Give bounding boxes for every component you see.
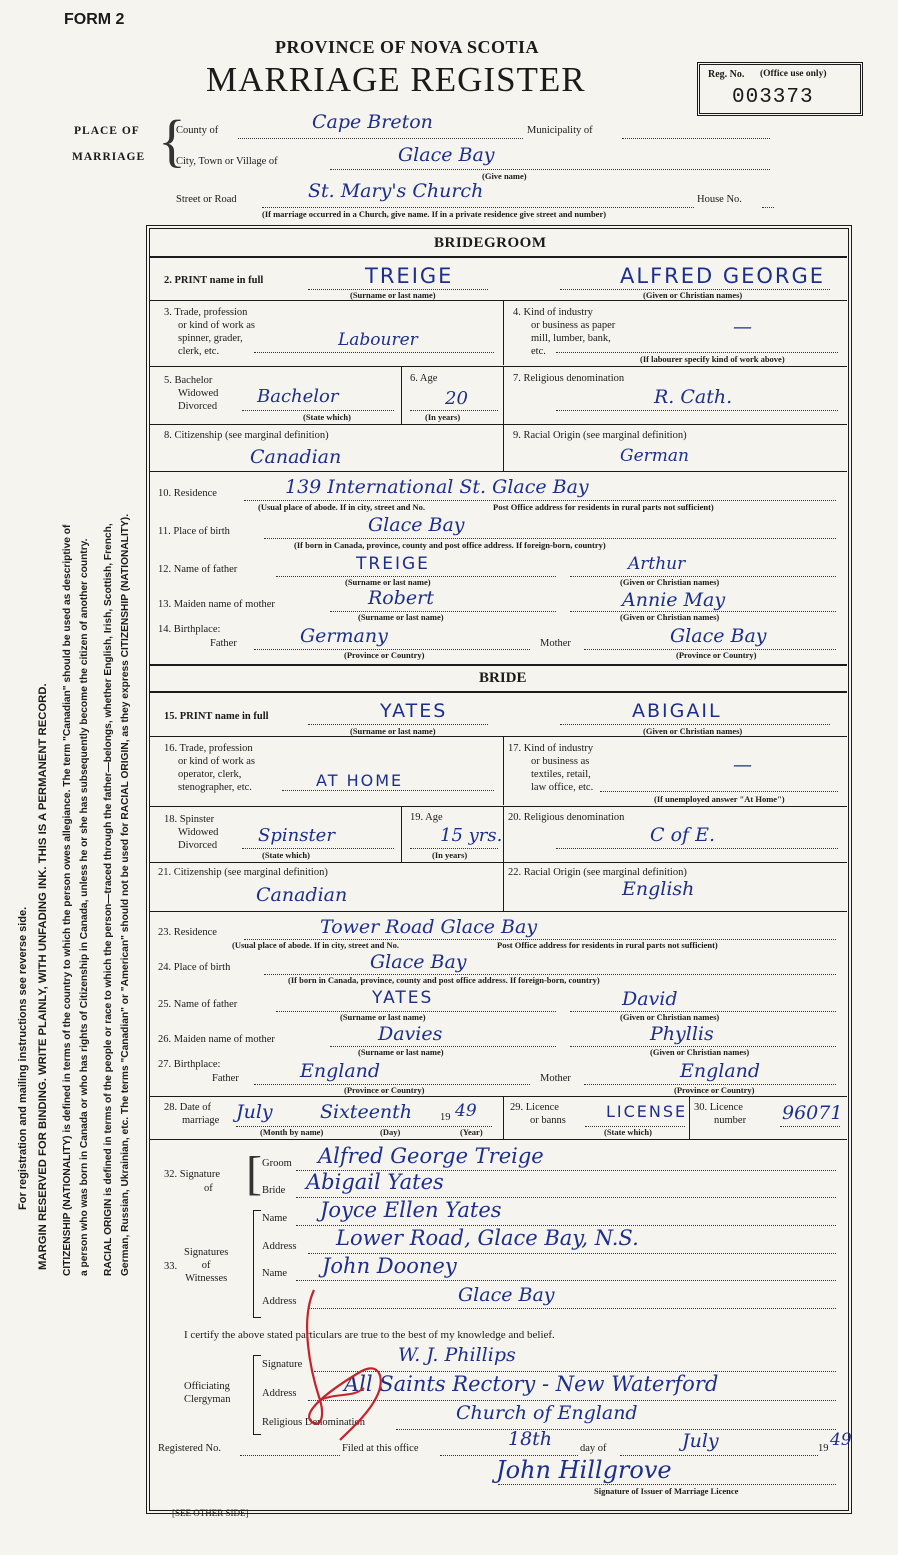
groom-citizenship-label: 8. Citizenship (see marginal definition) [164, 430, 329, 441]
place-note: (If marriage occurred in a Church, give name. If in a private residence give street and number) [262, 209, 607, 219]
f3-line4: clerk, etc. [178, 346, 220, 357]
licence-no-line [780, 1126, 840, 1127]
bride-citizenship[interactable]: Canadian [256, 884, 348, 906]
divider [253, 1355, 261, 1356]
f28-line2: marriage [182, 1115, 220, 1126]
divider [503, 737, 504, 805]
witness-label [184, 1246, 228, 1285]
marriage-day[interactable]: Sixteenth [320, 1101, 413, 1123]
groom-state-which: (State which) [303, 412, 351, 422]
certify-text: I certify the above stated particulars are true to the best of my knowledge and belief. [184, 1329, 555, 1341]
bride-bp-label: 27. Birthplace: [158, 1059, 221, 1070]
bride-birth-note: (If born in Canada, province, county and post office address. If foreign-born, country) [288, 975, 600, 985]
groom-father-given[interactable]: Arthur [628, 554, 686, 574]
bride-father-surname[interactable]: YATES [372, 988, 434, 1008]
marriage-year-suffix: 49 [455, 1101, 477, 1121]
cler-denom-word: Religious Denomination [262, 1417, 365, 1428]
divider [253, 1434, 261, 1435]
groom-industry-line [556, 352, 838, 353]
bride-father-surname-note: (Surname or last name) [340, 1012, 426, 1022]
f15-label: 15. PRINT name in full [164, 711, 269, 722]
groom-birth-note: (If born in Canada, province, county and post office address. If foreign-born, country) [294, 540, 606, 550]
groom-trade-label [164, 306, 255, 358]
divider [689, 1097, 690, 1139]
filed-year[interactable]: 49 [830, 1430, 852, 1450]
divider [150, 366, 847, 367]
divider [253, 1210, 261, 1211]
clergy-signature[interactable]: W. J. Phillips [398, 1344, 516, 1366]
f32-line2: of [204, 1183, 213, 1194]
divider [150, 300, 847, 301]
groom-citizenship[interactable]: Canadian [250, 446, 342, 468]
house-line [762, 207, 774, 208]
house-label: House No. [697, 194, 742, 205]
city-line [330, 169, 770, 170]
street-line [262, 207, 694, 208]
cler-denom-line [396, 1429, 836, 1430]
bride-status-label [164, 813, 218, 852]
groom-residence-label: 10. Residence [158, 488, 217, 499]
bride-industry-line [600, 791, 838, 792]
bride-in-years: (In years) [432, 850, 468, 860]
divider [150, 862, 847, 863]
groom-industry-note: (If labourer specify kind of work above) [640, 354, 785, 364]
groom-religion-line [556, 410, 838, 411]
bride-given[interactable]: ABIGAIL [632, 700, 722, 722]
divider [401, 367, 402, 424]
groom-heading: BRIDEGROOM [434, 235, 547, 251]
bride-trade-label [164, 742, 255, 794]
f3-line1: 3. Trade, profession [164, 307, 248, 318]
bride-father-label: 25. Name of father [158, 999, 238, 1010]
witness-number: 33. [164, 1261, 178, 1272]
bride-surname-note: (Surname or last name) [350, 726, 436, 736]
groom-age-line [410, 410, 498, 411]
city-label: City, Town or Village of [176, 156, 278, 167]
divider [150, 664, 847, 666]
groom-surname[interactable]: TREIGE [365, 264, 454, 288]
groom-bp-label: 14. Birthplace: [158, 624, 221, 635]
bride-surname[interactable]: YATES [380, 700, 448, 722]
bride-mother-given[interactable]: Phyllis [650, 1023, 714, 1045]
groom-father-given-note: (Given or Christian names) [620, 577, 720, 587]
filed-month[interactable]: July [682, 1430, 719, 1452]
bride-industry[interactable]: — [733, 754, 752, 776]
f17-line4: law office, etc. [531, 782, 594, 793]
margin-text-6: German, Russian, Ukrainian, etc. The terms "Canadian" or "American" should not be used for RACIAL ORIGIN, as they express CITIZENSHIP (NATIONALITY). [120, 513, 131, 1276]
day-of-label: day of [580, 1443, 607, 1454]
filed-day[interactable]: 18th [508, 1428, 553, 1450]
divider [503, 425, 504, 471]
bride-mother-surname-note: (Surname or last name) [358, 1047, 444, 1057]
groom-industry-label [513, 306, 615, 358]
bride-religion-line [556, 848, 838, 849]
licence-no-label [694, 1101, 746, 1127]
bride-father-given-note: (Given or Christian names) [620, 1012, 720, 1022]
sig-bracket-icon: [ [246, 1147, 262, 1200]
w2-name[interactable]: John Dooney [322, 1254, 457, 1278]
reg-no-box [697, 62, 863, 116]
street-value[interactable]: St. Mary's Church [308, 180, 484, 202]
marriage-month-note: (Month by name) [260, 1127, 324, 1137]
see-other-side: [SEE OTHER SIDE] [172, 1508, 249, 1518]
groom-father-surname-note: (Surname or last name) [345, 577, 431, 587]
f29-line2: or banns [530, 1115, 566, 1126]
groom-father-surname[interactable]: TREIGE [356, 554, 430, 574]
bride-age-label: 19. Age [410, 812, 443, 823]
bride-sig-word: Bride [262, 1185, 286, 1196]
groom-mother-label: 13. Maiden name of mother [158, 599, 275, 610]
registered-no-label: Registered No. [158, 1443, 221, 1454]
groom-birth-label: 11. Place of birth [158, 526, 230, 537]
f4-line3: mill, lumber, bank, [531, 333, 611, 344]
divider [503, 863, 504, 911]
marriage-year-prefix: 19 [440, 1112, 451, 1123]
issuer-line [498, 1484, 836, 1485]
marriage-day-note: (Day) [380, 1127, 401, 1137]
clergy-address[interactable]: All Saints Rectory - New Waterford [344, 1372, 719, 1396]
bride-residence[interactable]: Tower Road Glace Bay [320, 916, 538, 938]
divider [150, 424, 847, 425]
bride-residence-note-a: (Usual place of abode. If in city, street and No. [232, 940, 400, 950]
city-value[interactable]: Glace Bay [398, 144, 495, 166]
f17-line1: 17. Kind of industry [508, 743, 594, 754]
groom-residence-note-a: (Usual place of abode. If in city, street and No. [258, 502, 426, 512]
f3-line3: spinner, grader, [178, 333, 243, 344]
groom-status-label [164, 374, 218, 413]
county-label: County of [176, 125, 219, 136]
f29-line1: 29. Licence [510, 1102, 559, 1113]
filed-year-prefix: 19 [818, 1443, 829, 1454]
witness-line3: Witnesses [185, 1273, 228, 1284]
bride-religion[interactable]: C of E. [650, 824, 715, 846]
clergy-line1: Officiating [184, 1381, 230, 1392]
f4-line2: or business as paper [531, 320, 616, 331]
groom-age-label: 6. Age [410, 373, 438, 384]
divider [253, 1210, 254, 1318]
divider [150, 256, 847, 258]
groom-birth-line [264, 538, 836, 539]
f4-line1: 4. Kind of industry [513, 307, 593, 318]
w2-address-word: Address [262, 1296, 297, 1307]
municipality-line [622, 138, 770, 139]
bride-industry-note: (If unemployed answer "At Home") [654, 794, 785, 804]
groom-status[interactable]: Bachelor [257, 386, 339, 407]
f17-line2: or business as [531, 756, 590, 767]
groom-mother-surname[interactable]: Robert [368, 587, 434, 609]
groom-father-label: 12. Name of father [158, 564, 238, 575]
groom-mother-given-note: (Given or Christian names) [620, 612, 720, 622]
margin-text-3: CITIZENSHIP (NATIONALITY) is defined in terms of the country to which the person owes allegiance. The term "Canadian" should be used as descriptive of [62, 524, 73, 1276]
w1-name-word: Name [262, 1213, 288, 1224]
f16-line1: 16. Trade, profession [164, 743, 253, 754]
county-line [238, 138, 523, 139]
bride-state-which: (State which) [262, 850, 310, 860]
marriage-date-label [164, 1101, 219, 1127]
filed-label: Filed at this office [342, 1443, 419, 1454]
bride-bp-father-note: (Province or Country) [344, 1085, 425, 1095]
clergy-denomination[interactable]: Church of England [456, 1402, 638, 1424]
groom-given[interactable]: ALFRED GEORGE [620, 264, 826, 288]
groom-mother-given[interactable]: Annie May [622, 589, 726, 611]
f28-line1: 28. Date of [164, 1102, 211, 1113]
groom-age[interactable]: 20 [445, 388, 468, 409]
f16-line2: or kind of work as [178, 756, 255, 767]
reg-no-value: 003373 [732, 86, 814, 109]
f2-label: 2. PRINT name in full [164, 275, 264, 286]
red-pen-mark [290, 1280, 400, 1450]
bride-mother-given-note: (Given or Christian names) [650, 1047, 750, 1057]
groom-status-line [242, 410, 394, 411]
form-number: FORM 2 [64, 11, 125, 28]
page-title: MARRIAGE REGISTER [206, 60, 586, 99]
witness-line2: of [201, 1260, 211, 1271]
groom-residence-line [244, 500, 836, 501]
bride-citizenship-label: 21. Citizenship (see marginal definition) [158, 867, 328, 878]
groom-residence-note-b: Post Office address for residents in rural parts not sufficient) [493, 502, 714, 512]
f32-line1: 32. Signature [164, 1169, 220, 1180]
divider [150, 1096, 847, 1097]
bride-bp-mother[interactable]: England [680, 1060, 761, 1082]
bride-status[interactable]: Spinster [258, 825, 335, 846]
groom-religion-label: 7. Religious denomination [513, 373, 625, 384]
divider [503, 807, 504, 862]
issuer-signature[interactable]: John Hillgrove [496, 1456, 672, 1484]
divider [150, 691, 847, 693]
give-name-note: (Give name) [482, 171, 527, 181]
bride-religion-label: 20. Religious denomination [508, 812, 625, 823]
f30-line1: 30. Licence [694, 1102, 743, 1113]
f18-line2: Widowed [178, 827, 219, 838]
bride-racial-label: 22. Racial Origin (see marginal definition) [508, 867, 687, 878]
groom-trade[interactable]: Labourer [338, 330, 418, 350]
street-label: Street or Road [176, 194, 237, 205]
divider [503, 1097, 504, 1139]
groom-religion[interactable]: R. Cath. [654, 386, 733, 408]
bride-racial[interactable]: English [622, 878, 695, 900]
licence-state-which: (State which) [604, 1127, 652, 1137]
w2-address[interactable]: Glace Bay [458, 1284, 555, 1306]
f18-line3: Divorced [178, 840, 218, 851]
groom-racial[interactable]: German [620, 446, 689, 466]
place-label-2: MARRIAGE [72, 151, 146, 163]
licence-number[interactable]: 96071 [782, 1102, 843, 1124]
bride-age[interactable]: 15 yrs. [440, 825, 503, 846]
clergy-label [184, 1380, 230, 1406]
bride-trade[interactable]: AT HOME [316, 771, 404, 790]
bride-signature[interactable]: Abigail Yates [306, 1170, 444, 1194]
registered-no-line [240, 1455, 340, 1456]
bride-residence-label: 23. Residence [158, 927, 217, 938]
groom-bp-father-word: Father [210, 638, 237, 649]
place-label-1: PLACE OF [74, 125, 140, 137]
bride-birth-label: 24. Place of birth [158, 962, 231, 973]
bride-status-line [242, 848, 394, 849]
bride-given-note: (Given or Christian names) [643, 726, 743, 736]
bride-bp-mother-word: Mother [540, 1073, 571, 1084]
groom-trade-line [254, 352, 494, 353]
groom-birthplace[interactable]: Glace Bay [368, 514, 465, 536]
divider [150, 736, 847, 737]
bride-mother-label: 26. Maiden name of mother [158, 1034, 275, 1045]
groom-bp-mother-word: Mother [540, 638, 571, 649]
groom-mother-surname-note: (Surname or last name) [358, 612, 444, 622]
groom-sig-word: Groom [262, 1158, 292, 1169]
province-heading: PROVINCE OF NOVA SCOTIA [275, 37, 540, 57]
bride-age-line [410, 848, 498, 849]
reg-no-note: (Office use only) [760, 69, 827, 79]
bride-industry-label [508, 742, 593, 794]
groom-bp-father[interactable]: Germany [300, 625, 388, 647]
bride-birthplace[interactable]: Glace Bay [370, 951, 467, 973]
f16-line3: operator, clerk, [178, 769, 242, 780]
witness-line1: Signatures [184, 1247, 229, 1258]
marriage-month[interactable]: July [236, 1101, 273, 1123]
divider [253, 1355, 254, 1435]
clergy-line2: Clergyman [184, 1394, 231, 1405]
f30-line2: number [714, 1115, 747, 1126]
bride-trade-line [282, 790, 494, 791]
f3-line2: or kind of work as [178, 320, 255, 331]
bride-bp-father-word: Father [212, 1073, 239, 1084]
f5-line2: Widowed [178, 388, 219, 399]
groom-given-note: (Given or Christian names) [643, 290, 743, 300]
marriage-year-note: (Year) [460, 1127, 483, 1137]
f5-line3: Divorced [178, 401, 218, 412]
cler-address-word: Address [262, 1388, 297, 1399]
municipality-label: Municipality of [527, 125, 593, 136]
divider [401, 807, 402, 862]
w1-address[interactable]: Lower Road, Glace Bay, N.S. [336, 1226, 639, 1250]
margin-text-4: a person who was born in Canada or who has rights of Citizenship in Canada, unless he or she has subsequently become the citizen of another country. [79, 538, 90, 1276]
f16-line4: stenographer, etc. [178, 782, 252, 793]
w1-address-word: Address [262, 1241, 297, 1252]
bride-name-label [164, 712, 269, 723]
groom-industry[interactable]: — [733, 316, 752, 338]
groom-racial-label: 9. Racial Origin (see marginal definition) [513, 430, 687, 441]
bride-given-line [560, 724, 830, 725]
groom-name-label [164, 276, 263, 287]
groom-surname-note: (Surname or last name) [350, 290, 436, 300]
reg-no-label: Reg. No. [708, 69, 745, 80]
f18-line1: 18. Spinster [164, 814, 215, 825]
bride-residence-note-b: Post Office address for residents in rural parts not sufficient) [497, 940, 718, 950]
sig-label [164, 1168, 220, 1196]
bride-surname-line [308, 724, 488, 725]
cler-sig-word: Signature [262, 1359, 303, 1370]
divider [150, 1139, 847, 1140]
bride-bp-mother-note: (Province or Country) [674, 1085, 755, 1095]
groom-bp-father-note: (Province or Country) [344, 650, 425, 660]
f4-line4: etc. [531, 346, 546, 357]
divider [150, 806, 847, 807]
licence-type[interactable]: LICENSE [606, 1102, 688, 1121]
groom-signature[interactable]: Alfred George Treige [318, 1144, 544, 1168]
divider [150, 911, 847, 912]
groom-bp-mother[interactable]: Glace Bay [670, 625, 767, 647]
county-value[interactable]: Cape Breton [312, 111, 433, 133]
bride-father-given[interactable]: David [622, 988, 678, 1010]
bride-heading: BRIDE [479, 670, 527, 686]
divider [253, 1317, 261, 1318]
margin-text-1: For registration and mailing instructions see reverse side. [17, 906, 29, 1210]
divider [503, 367, 504, 424]
groom-residence[interactable]: 139 International St. Glace Bay [285, 476, 589, 498]
w2-name-word: Name [262, 1268, 288, 1279]
f17-line3: textiles, retail, [531, 769, 591, 780]
f5-line1: 5. Bachelor [164, 375, 213, 386]
brace-icon: { [158, 108, 186, 173]
bride-mother-surname[interactable]: Davies [378, 1023, 443, 1045]
margin-text-2: MARGIN RESERVED FOR BINDING. WRITE PLAINLY, WITH UNFADING INK. THIS IS A PERMANENT RECORD. [37, 683, 49, 1270]
issuer-note: Signature of Issuer of Marriage Licence [594, 1486, 739, 1496]
bride-bp-father[interactable]: England [300, 1060, 381, 1082]
groom-in-years: (In years) [425, 412, 461, 422]
divider [503, 301, 504, 365]
licence-label [510, 1101, 566, 1127]
groom-bp-mother-note: (Province or Country) [676, 650, 757, 660]
divider [150, 471, 847, 472]
margin-text-5: RACIAL ORIGIN is defined in terms of the people or race to which the person—traced through the father—belongs, whether English, Irish, Scottish, French, [103, 523, 114, 1276]
w1-name[interactable]: Joyce Ellen Yates [320, 1198, 502, 1222]
